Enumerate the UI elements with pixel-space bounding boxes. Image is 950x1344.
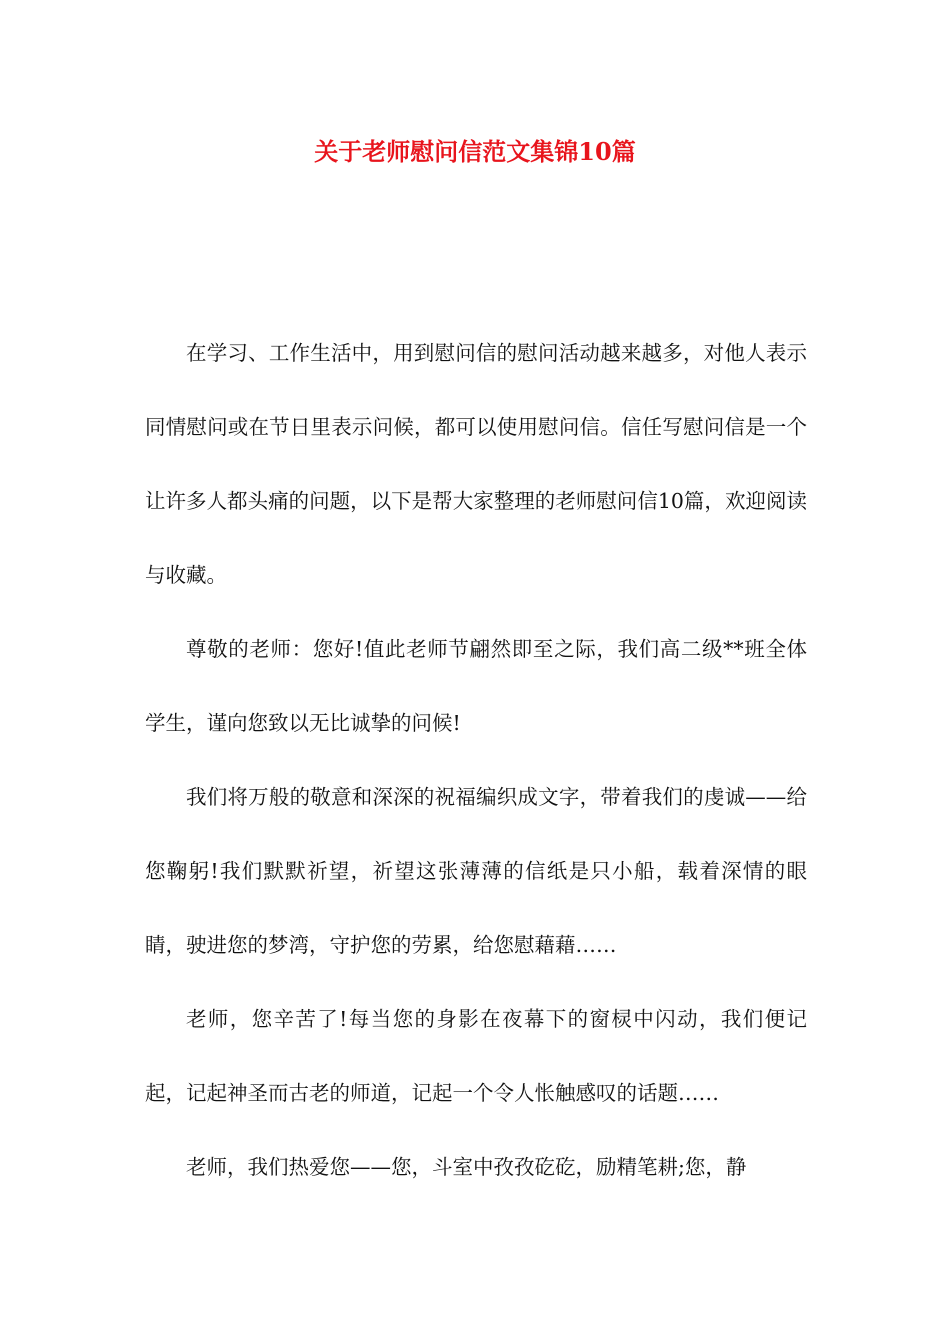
body-paragraph: 在学习、工作生活中，用到慰问信的慰问活动越来越多，对他人表示同情慰问或在节日里表示问候，都可以使用慰问信。信任写慰问信是一个让许多人都头痛的问题，以下是帮大家整理的老师慰问信10篇，欢迎阅读与收藏。: [145, 341, 807, 587]
document-body: [145, 316, 807, 1204]
body-paragraph: 老师，您辛苦了!每当您的身影在夜幕下的窗棂中闪动，我们便记起，记起神圣而古老的师道，记起一个令人怅触感叹的话题……: [145, 1007, 807, 1105]
body-paragraph: 我们将万般的敬意和深深的祝福编织成文字，带着我们的虔诚——给您鞠躬!我们默默祈望，祈望这张薄薄的信纸是只小船，载着深情的眼睛，驶进您的梦湾，守护您的劳累，给您慰藉藉……: [145, 785, 807, 957]
body-paragraph: 尊敬的老师：您好!值此老师节翩然即至之际，我们高二级**班全体学生，谨向您致以无比诚挚的问候!: [145, 637, 807, 735]
document-title: 关于老师慰问信范文集锦10篇: [314, 137, 636, 166]
body-paragraph: 老师，我们热爱您——您，斗室中孜孜矻矻，励精笔耕;您，静: [186, 1155, 747, 1179]
